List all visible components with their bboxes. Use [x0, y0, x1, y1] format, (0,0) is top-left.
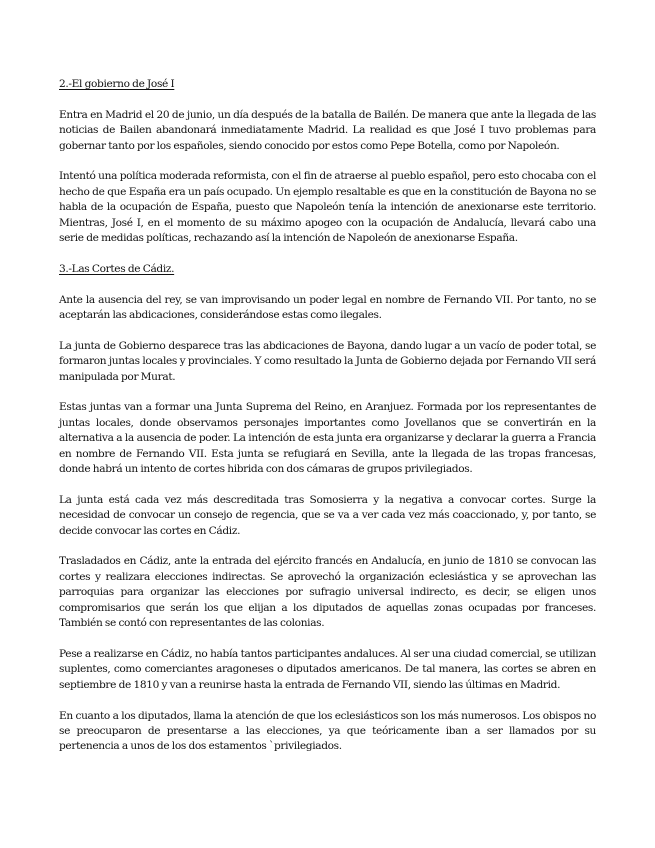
- section-heading: 3.-Las Cortes de Cádiz.: [59, 262, 175, 275]
- section-heading: 2.-El gobierno de José I: [59, 78, 175, 90]
- paragraph: Pese a realizarse en Cádiz, no había tantos participantes andaluces. Al ser una ciudad comercial, se utilizan suplentes, como comerciantes aragoneses o diputados americanos. De tal manera, las cortes se abren en septiembre de 1810 y van a reunirse hasta la entrada de Fernando VII, siendo las últimas en Madrid.: [59, 647, 596, 691]
- paragraph: Trasladados en Cádiz, ante la entrada del ejército francés en Andalucía, en junio de 1810 se convocan las cortes y realizara elecciones indirectas. Se aprovechó la organización eclesiástica y se aprovechan las parroquias para organizar las elecciones por sufragio universal indirecto, es decir, se eligen unos compromisarios que serán los que elijan a los diputados de aquellas zonas ocupadas por franceses. También se contó con representantes de las colonias.: [59, 555, 596, 630]
- document-body: [59, 77, 596, 770]
- paragraph: Estas juntas van a formar una Junta Suprema del Reino, en Aranjuez. Formada por los representantes de juntas locales, donde observamos personajes importantes como Jovellanos que se convertirán en la alternativa a la ausencia de poder. La intención de esta junta era organizarse y declarar la guerra a Francia en nombre de Fernando VII. Esta junta se refugiará en Sevilla, ante la llegada de las tropas francesas, donde habrá un intento de cortes hibrida con dos cámaras de grupos privilegiados.: [59, 401, 596, 476]
- paragraph: La junta de Gobierno desparece tras las abdicaciones de Bayona, dando lugar a un vacío de poder total, se formaron juntas locales y provinciales. Y como resultado la Junta de Gobierno dejada por Fernando VII será manipulada por Murat.: [59, 339, 596, 383]
- paragraph: Entra en Madrid el 20 de junio, un día después de la batalla de Bailén. De manera que ante la llegada de las noticias de Bailen abandonará inmediatamente Madrid. La realidad es que José I tuvo problemas para gobernar tanto por los españoles, siendo conocido por estos como Pepe Botella, como por Napoleón.: [59, 108, 596, 152]
- section-cortes-de-cadiz: [59, 262, 596, 755]
- paragraph: En cuanto a los diputados, llama la atención de que los eclesiásticos son los más numerosos. Los obispos no se preocuparon de presentarse a las elecciones, ya que teóricamente iban a ser llamados por su pertenencia a unos de los dos estamentos `privilegiados.: [59, 709, 596, 753]
- paragraph: Intentó una política moderada reformista, con el fin de atraerse al pueblo español, pero esto chocaba con el hecho de que España era un país ocupado. Un ejemplo resaltable es que en la constitución de Bayona no se habla de la ocupación de España, puesto que Napoleón tenía la intención de anexionarse este territorio. Mientras, José I, en el momento de su máximo apogeo con la ocupación de Andalucía, llevará cabo una serie de medidas políticas, rechazando así la intención de Napoleón de anexionarse España.: [59, 170, 596, 245]
- paragraph: La junta está cada vez más descreditada tras Somosierra y la negativa a convocar cortes. Surge la necesidad de convocar un consejo de regencia, que se va a ver cada vez más coaccionado, y, por tanto, se decide convocar las cortes en Cádiz.: [59, 493, 596, 537]
- paragraph: Ante la ausencia del rey, se van improvisando un poder legal en nombre de Fernando VII. Por tanto, no se aceptarán las abdicaciones, considerándose estas como ilegales.: [59, 293, 596, 322]
- section-gobierno-jose-i: [59, 77, 596, 246]
